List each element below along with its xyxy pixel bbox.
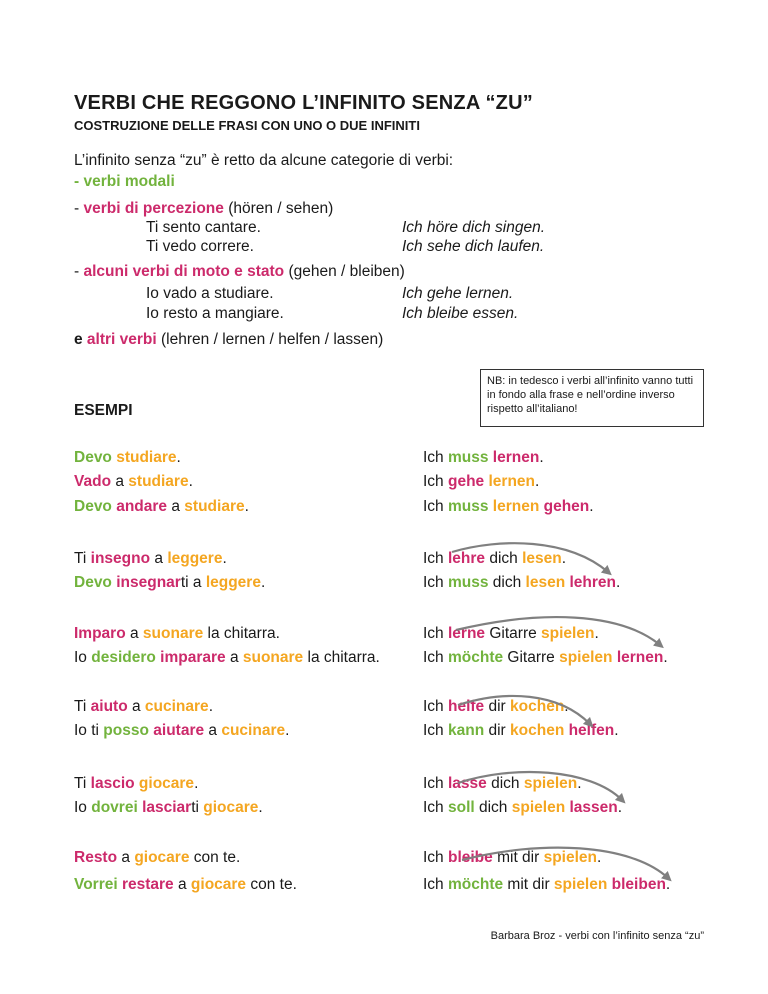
plain-text: Ich (423, 649, 448, 666)
plain-text: . (616, 574, 621, 591)
highlighted-word: suonare (142, 625, 204, 642)
plain-text: Ich (423, 876, 448, 893)
category-other: e altri verbi (lehren / lernen / helfen / lassen) (74, 331, 384, 348)
highlighted-word: gehen (543, 498, 590, 515)
highlighted-word: spielen (541, 625, 595, 642)
highlighted-word: cucinare (221, 722, 286, 739)
examples-heading: ESEMPI (74, 402, 133, 419)
plain-text: mit dir (503, 876, 554, 893)
plain-text: Io (74, 799, 92, 816)
perception-example-de-1: Ich höre dich singen. (402, 219, 546, 236)
plain-text: a (111, 473, 129, 490)
highlighted-word: helfen (568, 722, 615, 739)
plain-text: dich (474, 799, 512, 816)
plain-text: . (561, 550, 567, 567)
highlighted-word: giocare (138, 775, 195, 792)
highlighted-word: kochen (510, 698, 565, 715)
plain-text: mit dir (492, 849, 544, 866)
intro-text: L’infinito senza “zu” è retto da alcune categorie di verbi: (74, 152, 454, 169)
highlighted-word: studiare (116, 449, 177, 466)
plain-text: . (577, 775, 582, 792)
highlighted-word: Vorrei (74, 876, 118, 893)
plain-text: ti (191, 799, 204, 816)
plain-text: a (225, 649, 243, 666)
highlighted-word: restare (121, 876, 174, 893)
plain-text: . (597, 849, 602, 866)
plain-text: . (258, 799, 263, 816)
highlighted-word: lasciar (142, 799, 192, 816)
plain-text: a (204, 722, 222, 739)
plain-text: a (127, 698, 145, 715)
arrow-lehre (452, 543, 608, 572)
motion-example-de-1: Ich gehe lernen. (402, 285, 514, 302)
highlighted-word: soll (447, 799, 475, 816)
highlighted-word: leggere (205, 574, 261, 591)
page-title: VERBI CHE REGGONO L’INFINITO SENZA “ZU” (74, 92, 533, 114)
highlighted-word: möchte (447, 649, 504, 666)
plain-text: Ti (74, 698, 91, 715)
highlighted-word: spielen (523, 775, 578, 792)
highlighted-word: studiare (128, 473, 189, 490)
category-motion: - alcuni verbi di moto e stato (gehen / bleiben) (74, 263, 405, 280)
plain-text: . (617, 799, 623, 816)
highlighted-word: lernen (492, 498, 540, 515)
plain-text: Ich (423, 574, 448, 591)
category-perception: - verbi di percezione (hören / sehen) (74, 200, 334, 217)
plain-text: dich (488, 574, 526, 591)
motion-example-it-2: Io resto a mangiare. (146, 305, 284, 322)
highlighted-word: lesen (525, 574, 566, 591)
highlighted-word: spielen (511, 799, 566, 816)
plain-text: . (594, 625, 599, 642)
highlighted-word: helfe (447, 698, 485, 715)
plain-text: dir (484, 722, 511, 739)
highlighted-word: lascio (90, 775, 135, 792)
plain-text: . (665, 876, 671, 893)
arrow-lasse (458, 772, 622, 800)
highlighted-word: studiare (184, 498, 245, 515)
plain-text: Gitarre (503, 649, 560, 666)
highlighted-word: kann (447, 722, 485, 739)
highlighted-word: suonare (242, 649, 304, 666)
plain-text: . (589, 498, 594, 515)
plain-text: a (167, 498, 185, 515)
arrow-helfe (458, 696, 590, 724)
plain-text: Ich (423, 625, 448, 642)
highlighted-word: lehren (569, 574, 617, 591)
plain-text: Ich (423, 775, 448, 792)
highlighted-word: giocare (203, 799, 259, 816)
highlighted-word: Imparo (74, 625, 126, 642)
highlighted-word: aiuto (90, 698, 128, 715)
highlighted-word: Devo (74, 498, 112, 515)
plain-text: . (539, 449, 544, 466)
plain-text: Ich (423, 698, 448, 715)
category-modal: - verbi modali (74, 173, 175, 190)
highlighted-word: dovrei (91, 799, 138, 816)
highlighted-word: lehre (447, 550, 486, 567)
plain-text: Ich (423, 498, 448, 515)
motion-example-de-2: Ich bleibe essen. (402, 305, 519, 322)
highlighted-word: lerne (447, 625, 486, 642)
highlighted-word: leggere (167, 550, 223, 567)
highlighted-word: spielen (543, 849, 598, 866)
plain-text: Io (74, 649, 92, 666)
highlighted-word: aiutare (153, 722, 205, 739)
plain-text: Gitarre (485, 625, 542, 642)
highlighted-word: spielen (553, 876, 608, 893)
plain-text: dich (485, 550, 523, 567)
highlighted-word: cucinare (144, 698, 209, 715)
plain-text: . (208, 698, 213, 715)
plain-text: a (117, 849, 135, 866)
plain-text: la chitarra. (303, 649, 380, 666)
highlighted-word: lernen (616, 649, 664, 666)
highlighted-word: spielen (559, 649, 613, 666)
plain-text: a (173, 876, 191, 893)
highlighted-word: muss (447, 498, 489, 515)
highlighted-word: desidero (91, 649, 156, 666)
plain-text: Io ti (74, 722, 104, 739)
highlighted-word: bleiben (611, 876, 666, 893)
plain-text: ti a (180, 574, 206, 591)
plain-text: Ich (423, 849, 448, 866)
plain-text: Ti (74, 550, 91, 567)
plain-text: . (564, 698, 569, 715)
highlighted-word: lasse (447, 775, 487, 792)
footer-credit: Barbara Broz - verbi con l’infinito senza “zu” (490, 930, 704, 942)
arrow-lerne (456, 617, 660, 645)
plain-text: Ich (423, 550, 448, 567)
plain-text: . (285, 722, 290, 739)
plain-text: con te. (189, 849, 241, 866)
highlighted-word: lassen (569, 799, 618, 816)
highlighted-word: möchte (447, 876, 504, 893)
plain-text: con te. (246, 876, 297, 893)
highlighted-word: lernen (492, 449, 540, 466)
highlighted-word: insegnar (116, 574, 181, 591)
highlighted-word: Devo (74, 449, 112, 466)
perception-example-de-2: Ich sehe dich laufen. (402, 238, 545, 255)
plain-text: Ich (423, 449, 448, 466)
highlighted-word: Devo (74, 574, 112, 591)
plain-text: a (150, 550, 168, 567)
plain-text: Ich (423, 722, 448, 739)
plain-text: . (535, 473, 540, 490)
highlighted-word: insegno (90, 550, 151, 567)
highlighted-word: gehe (447, 473, 485, 490)
plain-text: . (222, 550, 227, 567)
plain-text: Ich (423, 473, 448, 490)
plain-text: dich (486, 775, 524, 792)
highlighted-word: Vado (74, 473, 112, 490)
highlighted-word: lesen (522, 550, 562, 567)
perception-example-it-2: Ti vedo correre. (146, 238, 254, 255)
highlighted-word: posso (103, 722, 149, 739)
plain-text: Ich (423, 799, 448, 816)
plain-text: . (663, 649, 668, 666)
perception-example-it-1: Ti sento cantare. (146, 219, 261, 236)
highlighted-word: muss (447, 574, 489, 591)
plain-text: . (176, 449, 181, 466)
highlighted-word: imparare (160, 649, 226, 666)
plain-text: . (194, 775, 199, 792)
highlighted-word: muss (447, 449, 489, 466)
highlighted-word: kochen (510, 722, 565, 739)
highlighted-word: giocare (190, 876, 247, 893)
plain-text: . (614, 722, 619, 739)
plain-text: . (244, 498, 249, 515)
plain-text: . (188, 473, 193, 490)
nb-note-box: NB: in tedesco i verbi all’infinito vanno tutti in fondo alla frase e nell’ordine inverso rispetto all’italiano! (480, 369, 704, 427)
highlighted-word: Resto (74, 849, 118, 866)
plain-text: dir (484, 698, 511, 715)
plain-text: Ti (74, 775, 91, 792)
highlighted-word: andare (116, 498, 168, 515)
plain-text: la chitarra. (203, 625, 280, 642)
plain-text: a (125, 625, 143, 642)
highlighted-word: giocare (134, 849, 190, 866)
motion-example-it-1: Io vado a studiare. (146, 285, 274, 302)
highlighted-word: lernen (488, 473, 535, 490)
arrow-bleibe (462, 848, 668, 878)
highlighted-word: bleibe (447, 849, 493, 866)
plain-text: . (260, 574, 266, 591)
page-subtitle: COSTRUZIONE DELLE FRASI CON UNO O DUE INFINITI (74, 118, 420, 133)
